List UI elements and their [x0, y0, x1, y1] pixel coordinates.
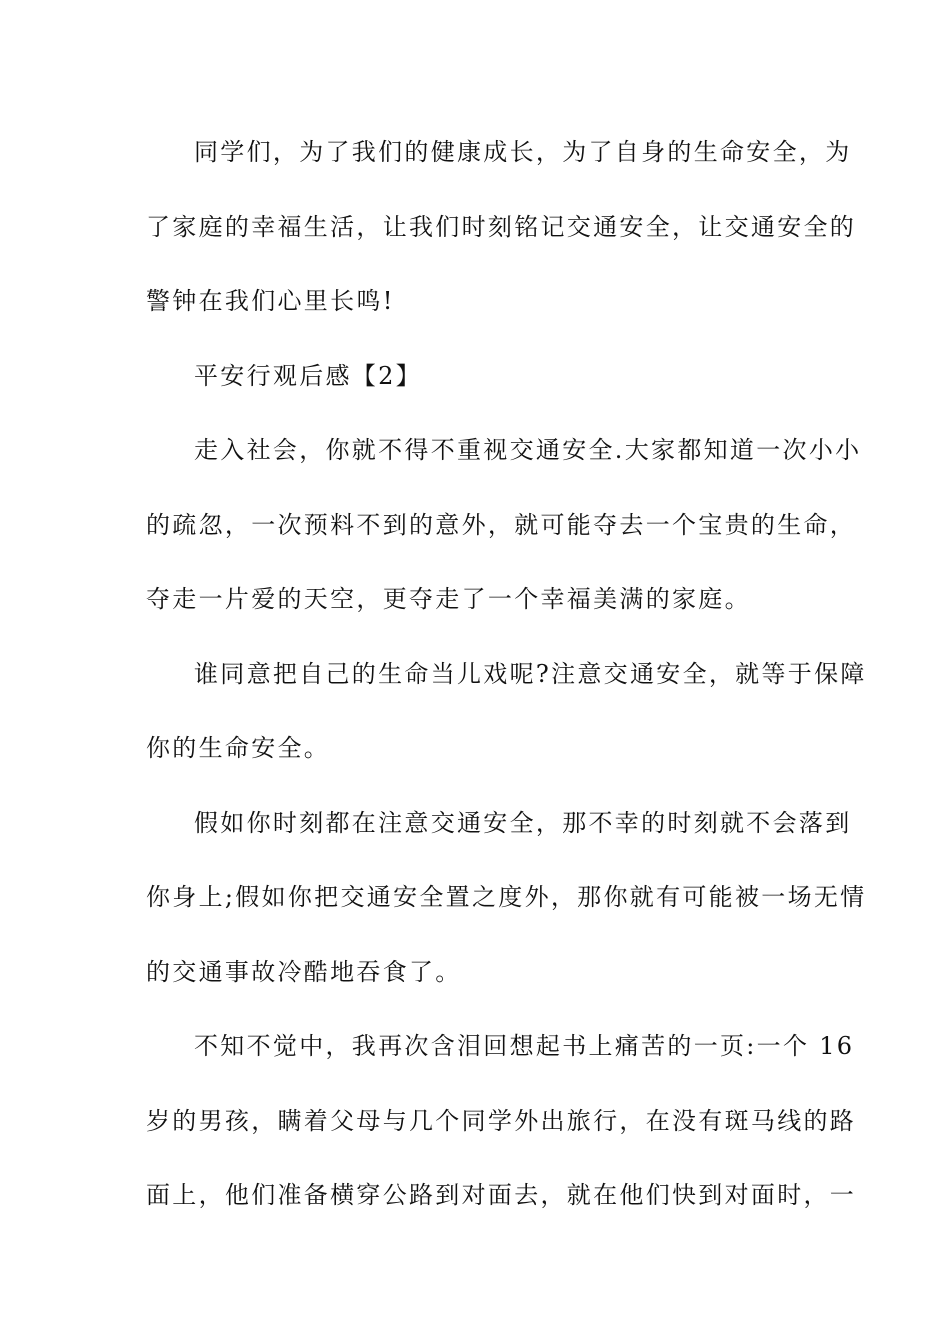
paragraph-4-line-3: 的交通事故冷酷地吞食了。 — [146, 958, 462, 986]
paragraph-2-line-3: 夺走一片爱的天空，更夺走了一个幸福美满的家庭。 — [146, 585, 751, 613]
paragraph-3-line-1: 谁同意把自己的生命当儿戏呢?注意交通安全，就等于保障 — [194, 660, 867, 688]
paragraph-4-line-1: 假如你时刻都在注意交通安全，那不幸的时刻就不会落到 — [194, 809, 852, 837]
paragraph-2-line-2: 的疏忽，一次预料不到的意外，就可能夺去一个宝贵的生命， — [146, 511, 857, 539]
paragraph-5-line-1: 不知不觉中，我再次含泪回想起书上痛苦的一页:一个 16 — [194, 1032, 855, 1060]
paragraph-5-line-3: 面上，他们准备横穿公路到对面去，就在他们快到对面时，一 — [146, 1181, 857, 1209]
paragraph-2-line-1: 走入社会，你就不得不重视交通安全.大家都知道一次小小 — [194, 436, 862, 464]
paragraph-3-line-2: 你的生命安全。 — [146, 734, 331, 762]
section-heading: 平安行观后感【2】 — [194, 362, 422, 390]
paragraph-5-line-2: 岁的男孩，瞒着父母与几个同学外出旅行，在没有斑马线的路 — [146, 1107, 857, 1135]
paragraph-1-line-2: 了家庭的幸福生活，让我们时刻铭记交通安全，让交通安全的 — [146, 213, 857, 241]
paragraph-4-line-2: 你身上;假如你把交通安全置之度外，那你就有可能被一场无情 — [146, 883, 867, 911]
paragraph-1-line-1: 同学们，为了我们的健康成长，为了自身的生命安全，为 — [194, 138, 852, 166]
paragraph-1-line-3: 警钟在我们心里长鸣! — [146, 287, 395, 315]
